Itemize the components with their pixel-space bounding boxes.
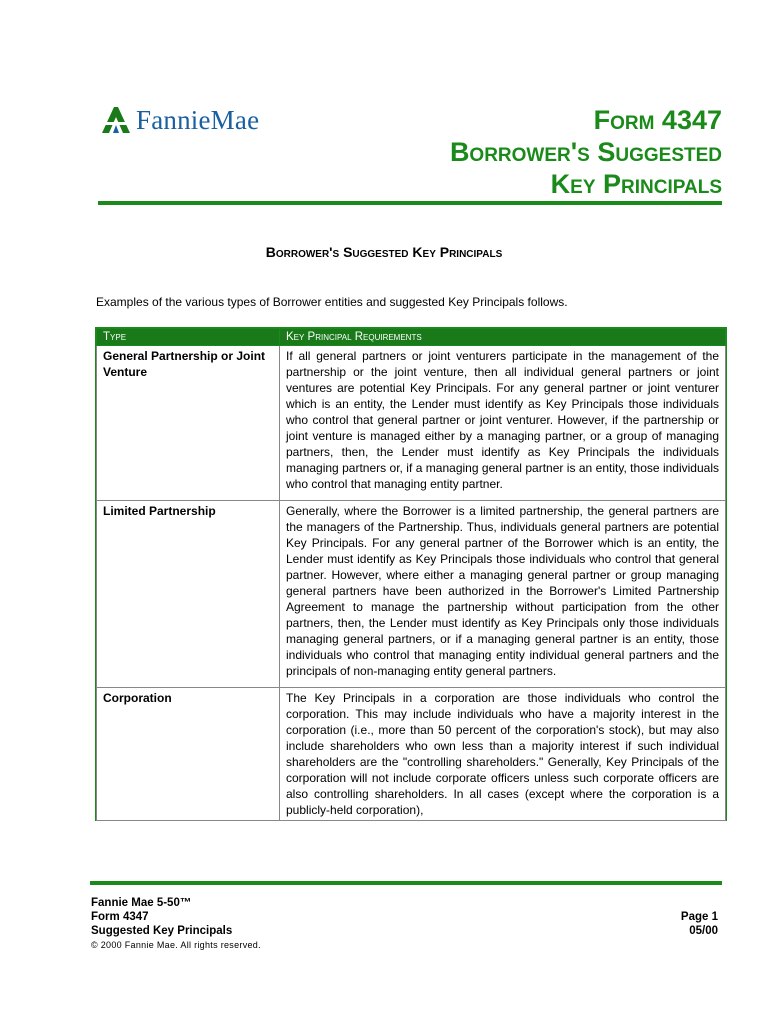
entity-type-cell: Corporation — [97, 688, 280, 821]
intro-paragraph: Examples of the various types of Borrower entities and suggested Key Principals follows. — [96, 295, 568, 309]
page-number: Page 1 — [680, 911, 718, 923]
entity-type-cell: Limited Partnership — [97, 501, 280, 688]
section-heading: Borrower's Suggested Key Principals — [265, 244, 503, 260]
footer-divider — [90, 881, 722, 885]
table-row — [97, 688, 726, 821]
revision-date: 05/00 — [689, 925, 718, 937]
requirement-cell: If all general partners or joint venturers participate in the management of the partnership or the joint venture, then all individual general partners or joint ventures are potential Key Principals. For any general partner or joint venturer which is an entity, the Lender must identify as Key Principals those individuals who control that general partner or joint venturer. However, if the partnership or joint venture is managed either by a managing partner, or a group of managing partners, then, the Lender must identify as Key Principals the individuals managing partners or, if a managing general partner is an entity, those individuals who control that managing entity partner. — [280, 346, 726, 501]
footer-copyright: © 2000 Fannie Mae. All rights reserved. — [91, 940, 261, 950]
logo-wordmark: FannieMae — [136, 105, 260, 135]
key-principals-table — [95, 327, 727, 821]
table-row — [97, 346, 726, 501]
form-title-line: Key Principals — [550, 169, 722, 199]
fannie-mae-logo — [100, 100, 259, 140]
header-divider — [98, 201, 722, 205]
footer-form-title: Suggested Key Principals — [91, 925, 233, 937]
table-header-row — [97, 329, 726, 346]
form-title-line: Borrower's Suggested — [449, 137, 722, 167]
form-title-block — [450, 104, 722, 200]
requirement-cell: The Key Principals in a corporation are those individuals who control the corporation. This may include individuals who have a majority interest in the corporation (i.e., more than 50 percent of the corporation's stock), but may also include shareholders who own less than a majority interest if such individual shareholders are the "controlling shareholders." Generally, Key Principals of the corporation will not include corporate officers unless such corporate officers are also controlling shareholders. In all cases (except where the corporation is a publicly-held corporation), — [280, 688, 726, 821]
requirement-cell: Generally, where the Borrower is a limited partnership, the general partners are the managers of the Partnership. Thus, individuals general partners are potential Key Principals. For any general partner of the Borrower which is an entity, the Lender must identify as Key Principals those individuals who control that general partner. However, where either a managing general partner or group managing general partners have been authorized in the Borrower's Limited Partnership Agreement to manage the partnership without participation from the other partners, then, the Lender must identify as Key Principals only those individuals managing general partners, or if a managing general partner is an entity, those individuals who control that managing entity individual general partners and the principals of non-managing entity general partners. — [280, 501, 726, 688]
fannie-mae-house-icon — [100, 105, 132, 135]
table-row — [97, 501, 726, 688]
column-header-type: Type — [97, 329, 280, 346]
footer-page-info — [681, 910, 718, 938]
footer-form-number: Form 4347 — [91, 911, 149, 923]
form-number: Form 4347 — [593, 105, 722, 135]
column-header-requirements: Key Principal Requirements — [280, 329, 726, 346]
footer-info — [91, 896, 261, 952]
entity-type-cell: General Partnership or Joint Venture — [97, 346, 280, 501]
footer-form-series: Fannie Mae 5-50™ — [91, 897, 192, 909]
